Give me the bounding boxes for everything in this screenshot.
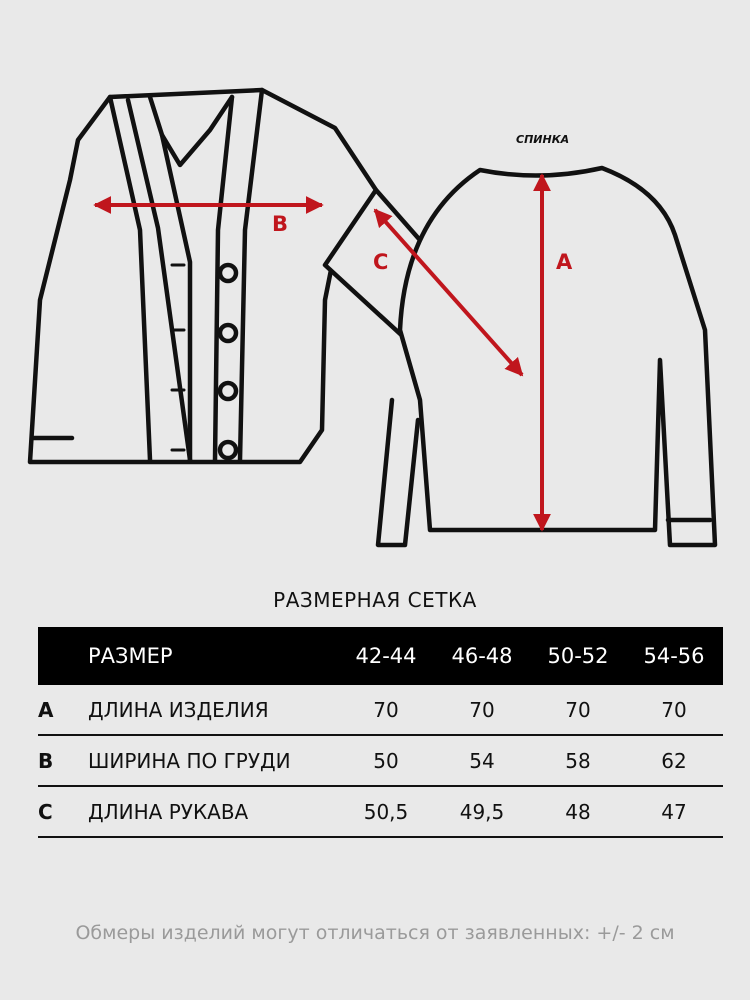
button-3	[220, 383, 236, 399]
row-letter: B	[38, 748, 54, 773]
back-view-label: СПИНКА	[516, 133, 570, 146]
table-row	[38, 685, 723, 736]
table-row	[38, 787, 723, 838]
row-name: ДЛИНА РУКАВА	[88, 799, 249, 824]
marker-b: B	[272, 212, 289, 236]
back-body-outline	[400, 168, 715, 545]
button-1	[220, 265, 236, 281]
table-header-row	[38, 627, 723, 685]
header-size-col: 46-48	[451, 644, 513, 668]
row-name: ШИРИНА ПО ГРУДИ	[88, 748, 291, 773]
header-size-label: РАЗМЕР	[88, 644, 173, 668]
header-size-col: 54-56	[643, 644, 705, 668]
table-cell: 48	[565, 799, 591, 824]
table-row	[38, 736, 723, 787]
row-name: ДЛИНА ИЗДЕЛИЯ	[88, 697, 269, 722]
marker-a: A	[556, 250, 573, 274]
row-letter: C	[38, 799, 53, 824]
table-cell: 70	[373, 697, 399, 722]
header-size-col: 42-44	[355, 644, 417, 668]
back-left-sleeve-line	[378, 400, 418, 545]
marker-c: C	[373, 250, 389, 274]
table-cell: 70	[565, 697, 591, 722]
front-body-outline	[30, 90, 376, 462]
table-cell: 47	[661, 799, 687, 824]
button-4	[220, 442, 236, 458]
table-cell: 50	[373, 748, 399, 773]
back-view	[378, 168, 715, 545]
measurement-tolerance-note: Обмеры изделий могут отличаться от заявленных: +/- 2 см	[75, 922, 675, 944]
table-cell: 49,5	[459, 799, 505, 824]
table-cell: 62	[661, 748, 687, 773]
table-cell: 70	[661, 697, 687, 722]
table-cell: 50,5	[363, 799, 409, 824]
table-cell: 70	[469, 697, 495, 722]
header-size-col: 50-52	[547, 644, 609, 668]
table-title: РАЗМЕРНАЯ СЕТКА	[273, 588, 477, 612]
size-table	[38, 627, 723, 838]
button-2	[220, 325, 236, 341]
table-cell: 58	[565, 748, 591, 773]
row-letter: A	[38, 697, 54, 722]
table-cell: 54	[469, 748, 495, 773]
